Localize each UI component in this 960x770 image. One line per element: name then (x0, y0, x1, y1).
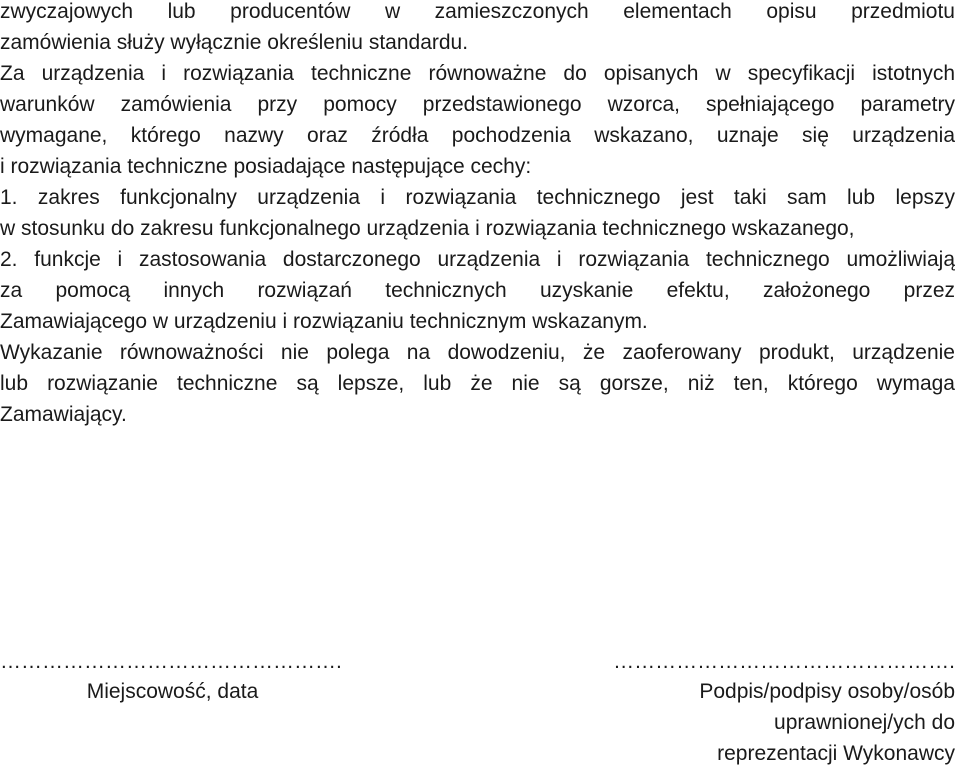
signature-label: Podpis/podpisy osoby/osób (699, 680, 955, 703)
paragraph-line: zwyczajowych lub producentów w zamieszczonych elementach opisu przedmiotu (0, 0, 955, 23)
paragraph-line: Zamawiający. (0, 403, 127, 426)
list-item-line: 2. funkcje i zastosowania dostarczonego urządzenia i rozwiązania technicznego umożliwiają (0, 248, 955, 271)
list-item-line: w stosunku do zakresu funkcjonalnego urządzenia i rozwiązania technicznego wskazanego, (0, 217, 855, 240)
signature-dotted-line: …………………………………………. (613, 650, 955, 673)
paragraph-line: zamówienia służy wyłącznie określeniu standardu. (0, 31, 469, 54)
place-date-dotted-line: …………………………………………. (0, 650, 342, 673)
place-date-label: Miejscowość, data (86, 680, 259, 703)
paragraph-line: Wykazanie równoważności nie polega na dowodzeniu, że zaoferowany produkt, urządzenie (0, 341, 955, 364)
list-item-line: 1. zakres funkcjonalny urządzenia i rozwiązania technicznego jest taki sam lub lepszy (0, 186, 955, 209)
signature-label: reprezentacji Wykonawcy (717, 742, 955, 765)
signature-label: uprawnionej/ych do (774, 711, 955, 734)
paragraph-line: warunków zamówienia przy pomocy przedstawionego wzorca, spełniającego parametry (0, 93, 955, 116)
paragraph-line: wymagane, którego nazwy oraz źródła pochodzenia wskazano, uznaje się urządzenia (0, 124, 955, 147)
paragraph-line: lub rozwiązanie techniczne są lepsze, lub że nie są gorsze, niż ten, którego wymaga (0, 372, 955, 395)
list-item-line: Zamawiającego w urządzeniu i rozwiązaniu technicznym wskazanym. (0, 310, 648, 333)
list-item-line: za pomocą innych rozwiązań technicznych uzyskanie efektu, założonego przez (0, 279, 955, 302)
paragraph-line: Za urządzenia i rozwiązania techniczne równoważne do opisanych w specyfikacji istotnych (0, 62, 955, 85)
paragraph-line: i rozwiązania techniczne posiadające następujące cechy: (0, 155, 532, 178)
